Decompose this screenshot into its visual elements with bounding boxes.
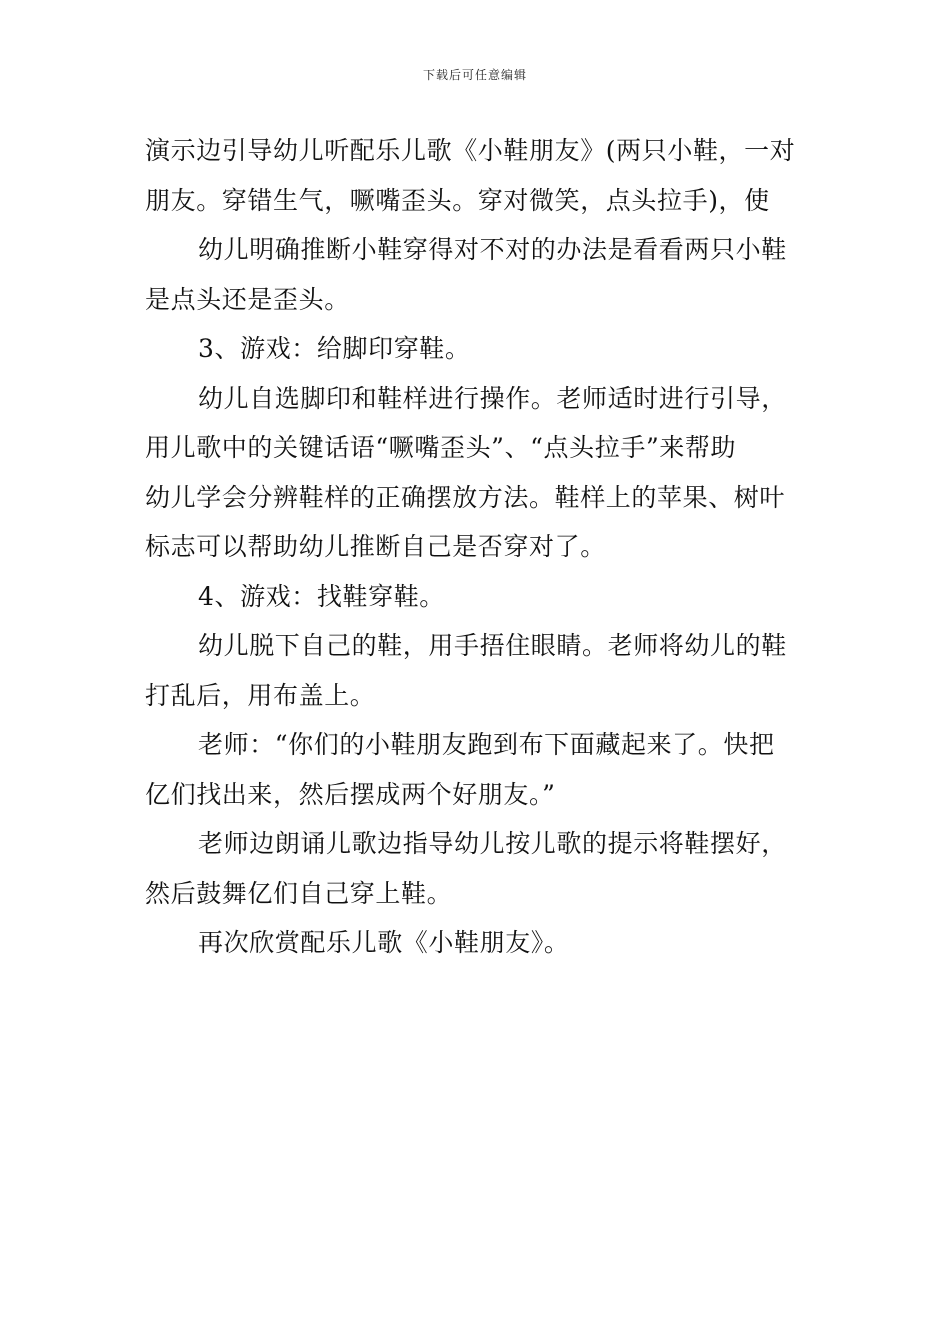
paragraph-8 [145, 819, 810, 869]
paragraph-line: 再次欣赏配乐儿歌《小鞋朋友》。 [198, 928, 570, 957]
paragraph-line: 老师：“你们的小鞋朋友跑到布下面藏起来了。快把 [198, 730, 775, 759]
paragraph-2-continued [145, 275, 810, 325]
paragraph-line: 演示边引导幼儿听配乐儿歌《小鞋朋友》(两只小鞋，一对 [145, 136, 796, 165]
paragraph-4 [145, 374, 810, 424]
paragraph-line: 是点头还是歪头。 [145, 284, 350, 314]
paragraph-7 [145, 720, 810, 770]
paragraph-1 [145, 126, 810, 225]
paragraph-line: 标志可以帮助幼儿推断自己是否穿对了。 [145, 532, 606, 561]
paragraph-8-continued [145, 869, 810, 919]
paragraph-9 [145, 918, 810, 968]
section-heading: 4、游戏：找鞋穿鞋。 [198, 581, 445, 611]
paragraph-6 [145, 621, 810, 671]
paragraph-line: 幼儿学会分辨鞋样的正确摆放方法。鞋样上的苹果、树叶 [145, 482, 786, 512]
paragraph-line: 打乱后，用布盖上。 [145, 680, 376, 710]
header-note: 下载后可任意编辑 [422, 68, 527, 82]
paragraph-line: 幼儿自选脚印和鞋样进行操作。老师适时进行引导， [198, 383, 787, 413]
paragraph-line: 用儿歌中的关键话语“噘嘴歪头”、“点头拉手”来帮助 [145, 433, 737, 462]
paragraph-7-continued [145, 770, 810, 820]
paragraph-line: 老师边朗诵儿歌边指导幼儿按儿歌的提示将鞋摆好， [198, 829, 787, 858]
paragraph-line: 亿们找出来，然后摆成两个好朋友。” [145, 779, 556, 809]
paragraph-line: 朋友。穿错生气，噘嘴歪头。穿对微笑，点头拉手)，使 [145, 185, 770, 215]
paragraph-line: 幼儿脱下自己的鞋，用手捂住眼睛。老师将幼儿的鞋 [198, 631, 787, 660]
paragraph-line: 然后鼓舞亿们自己穿上鞋。 [145, 878, 453, 908]
paragraph-6-continued [145, 671, 810, 721]
paragraph-2 [145, 225, 810, 275]
paragraph-4-continued [145, 423, 810, 572]
section-heading: 3、游戏：给脚印穿鞋。 [198, 334, 471, 363]
paragraph-line: 幼儿明确推断小鞋穿得对不对的办法是看看两只小鞋 [198, 235, 787, 264]
paragraph-3-heading [145, 324, 810, 374]
paragraph-5-heading [145, 572, 810, 622]
document-body [145, 126, 810, 968]
